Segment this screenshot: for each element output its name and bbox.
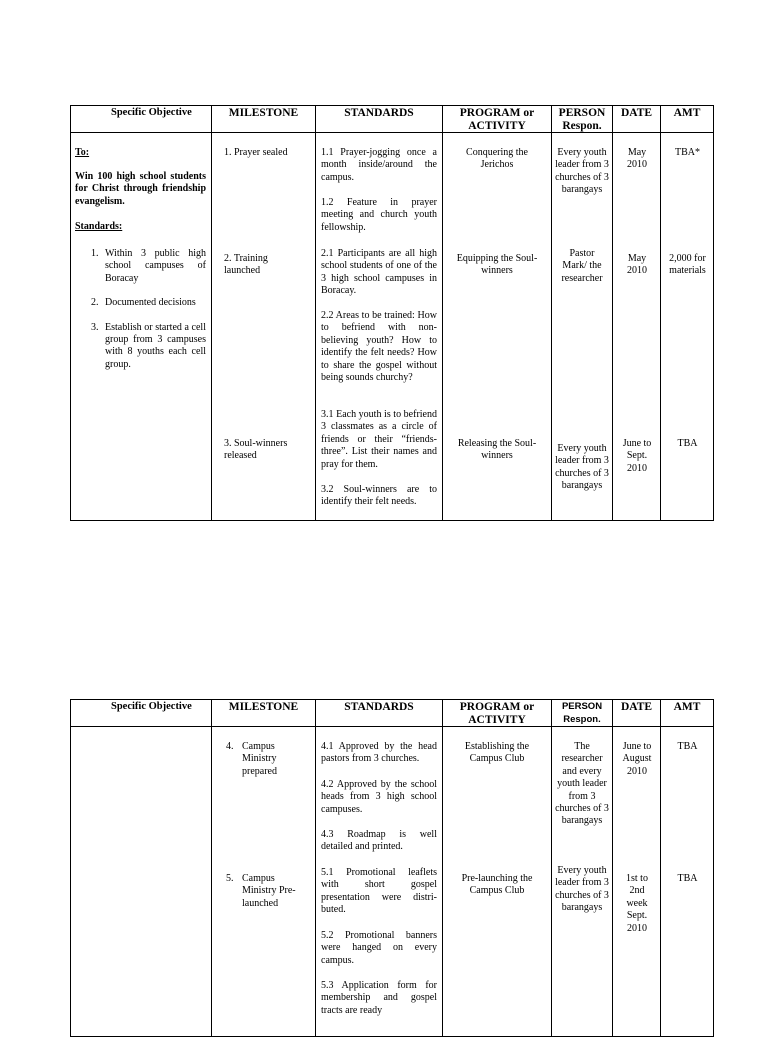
milestone-cell: [212, 133, 316, 521]
standard-3-1: 3.1 Each youth is to befriend 3 classmates as a circle of friends or their “friends-three”. List their names and pray for them.: [321, 409, 437, 470]
standard-1-1: 1.1 Prayer-jogging once a month inside/around the campus.: [321, 147, 437, 183]
program-cell: [443, 133, 552, 521]
standard-4-3: 4.3 Roadmap is well detailed and printed.: [321, 829, 437, 853]
milestone-cell: [212, 727, 316, 1037]
objective-goal: Win 100 high school students for Christ through friendship evangelism.: [75, 171, 206, 207]
list-item: 2. Documented decisions: [101, 297, 206, 309]
header-standards: STANDARDS: [316, 106, 443, 133]
plan-table-1: [70, 105, 714, 521]
date-2: May 2010: [627, 253, 647, 277]
list-item: 3. Establish or started a cell group from 3 campuses with 8 youths each cell group.: [101, 322, 206, 372]
standards-cell: [316, 133, 443, 521]
list-item: 1. Within 3 public high school campuses of Boracay: [101, 248, 206, 285]
header-person: PERSON Respon.: [552, 106, 613, 133]
header-program: PROGRAM or ACTIVITY: [443, 106, 552, 133]
milestone-4: Campus Ministry prepared: [242, 741, 277, 777]
person-3: Every youth leader from 3 churches of 3 barangays: [555, 443, 609, 492]
header-date: DATE: [613, 106, 661, 133]
person-4: The researcher and every youth leader from 3 churches of 3 barangays: [555, 741, 609, 827]
milestone-4-num: 4.: [226, 741, 234, 752]
standard-1-2: 1.2 Feature in prayer meeting and church youth fellowship.: [321, 197, 437, 233]
person-1: Every youth leader from 3 churches of 3 barangays: [555, 147, 609, 196]
milestone-1: 1. Prayer sealed: [224, 147, 288, 158]
person-cell: [552, 727, 613, 1037]
header-standards: STANDARDS: [316, 700, 443, 727]
plan-table-2: [70, 699, 714, 1037]
milestone-5-num: 5.: [226, 873, 234, 884]
standard-2-2: 2.2 Areas to be trained: How to befriend with non-believing youth? How to identify the felt needs? How to share the gospel without being sounds churchy?: [321, 310, 437, 384]
standard-5-2: 5.2 Promotional banners were hanged on every campus.: [321, 930, 437, 966]
amt-5: TBA: [677, 873, 698, 884]
amt-cell: [661, 133, 714, 521]
standard-2-1: 2.1 Participants are all high school students of one of the 3 high school campuses in Boracay.: [321, 248, 437, 297]
header-program: PROGRAM or ACTIVITY: [443, 700, 552, 727]
amt-cell: [661, 727, 714, 1037]
header-objective: Specific Objective: [71, 700, 212, 727]
header-person: PERSON Respon.: [552, 700, 613, 727]
objective-to-label: To:: [75, 147, 90, 158]
program-1: Conquering the Jerichos: [466, 147, 528, 171]
header-milestone: MILESTONE: [212, 700, 316, 727]
objective-standards-label: Standards:: [75, 221, 123, 232]
amt-3: TBA: [677, 438, 698, 449]
date-cell: [613, 727, 661, 1037]
milestone-3: 3. Soul-winners released: [224, 438, 288, 462]
standard-5-3: 5.3 Application form for membership and gospel tracts are ready: [321, 980, 437, 1016]
header-date: DATE: [613, 700, 661, 727]
standard-4-1: 4.1 Approved by the head pastors from 3 churches.: [321, 741, 437, 765]
person-cell: [552, 133, 613, 521]
objective-cell: [71, 133, 212, 521]
header-amt: AMT: [661, 106, 714, 133]
standard-5-1: 5.1 Promotional leaflets with short gospel presentation were distri-buted.: [321, 867, 437, 916]
program-3: Releasing the Soul-winners: [457, 438, 537, 462]
amt-2: 2,000 for materials: [669, 253, 706, 277]
date-3: June to Sept. 2010: [622, 438, 652, 474]
header-milestone: MILESTONE: [212, 106, 316, 133]
milestone-2: 2. Training launched: [224, 253, 268, 277]
header-objective: Specific Objective: [71, 106, 212, 133]
person-5: Every youth leader from 3 churches of 3 barangays: [555, 865, 609, 914]
date-5: 1st to 2nd week Sept. 2010: [626, 873, 648, 934]
program-2: Equipping the Soul-winners: [456, 253, 538, 277]
program-cell: [443, 727, 552, 1037]
program-4: Establishing the Campus Club: [464, 741, 530, 765]
header-amt: AMT: [661, 700, 714, 727]
objective-cell: [71, 727, 212, 1037]
standard-4-2: 4.2 Approved by the school heads from 3 high school campuses.: [321, 779, 437, 815]
date-cell: [613, 133, 661, 521]
standards-cell: [316, 727, 443, 1037]
amt-1: TBA*: [675, 147, 700, 158]
amt-4: TBA: [677, 741, 698, 752]
person-2: Pastor Mark/ the researcher: [561, 248, 603, 284]
program-5: Pre-launching the Campus Club: [461, 873, 533, 897]
standard-3-2: 3.2 Soul-winners are to identify their felt needs.: [321, 484, 437, 508]
objective-standards-list: [71, 248, 206, 383]
date-1: May 2010: [627, 147, 647, 171]
milestone-5: Campus Ministry Pre-launched: [242, 873, 296, 909]
date-4: June to August 2010: [622, 741, 652, 777]
